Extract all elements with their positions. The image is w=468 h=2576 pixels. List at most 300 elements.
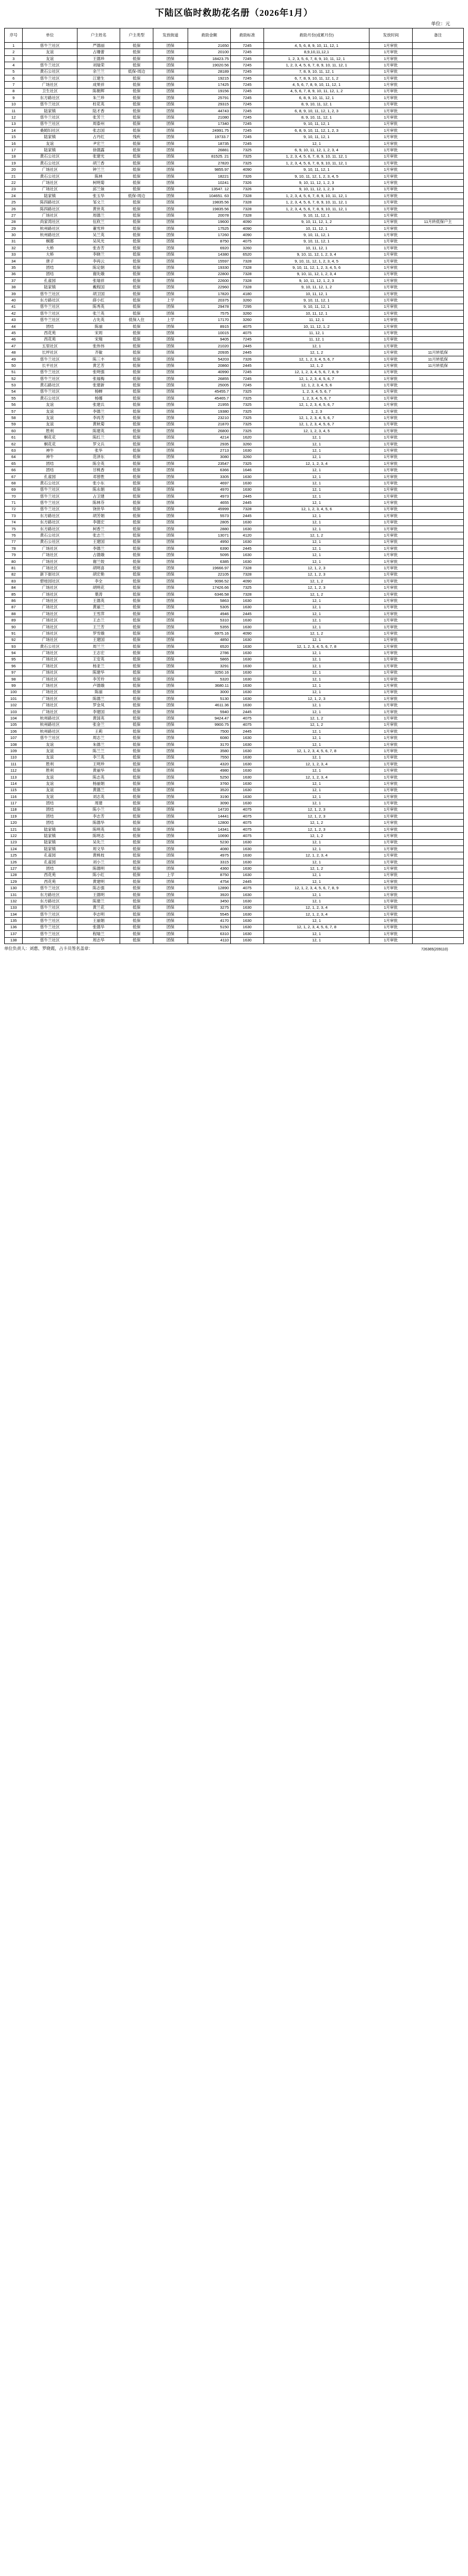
cell-street: 团保 <box>153 192 188 199</box>
cell-street: 团保 <box>153 206 188 212</box>
cell-index: 69 <box>5 487 23 493</box>
table-row <box>5 708 464 715</box>
cell-household-type: 低保 <box>120 565 153 571</box>
cell-pay-method: 1月审批 <box>369 88 412 94</box>
cell-pay-method: 1月审批 <box>369 167 412 173</box>
table-row <box>5 271 464 277</box>
cell-pay-method: 1月审批 <box>369 741 412 747</box>
cell-street: 团保 <box>153 891 188 898</box>
cell-index: 14 <box>5 128 23 134</box>
cell-pay-method: 1月审批 <box>369 911 412 917</box>
cell-index: 7 <box>5 82 23 88</box>
cell-remark <box>412 88 463 94</box>
cell-name: 李再芳 <box>77 415 120 421</box>
cell-name: 李德兰 <box>77 546 120 552</box>
cell-name: 陈三丰 <box>77 356 120 362</box>
cell-index: 97 <box>5 669 23 676</box>
cell-standard: 1630 <box>231 754 264 761</box>
cell-street: 团保 <box>153 147 188 153</box>
cell-index: 98 <box>5 676 23 682</box>
cell-name: 宋周 <box>77 330 120 336</box>
cell-household-type: 低保 <box>120 251 153 258</box>
col-remark: 备注 <box>412 28 463 43</box>
cell-unit: 黄石公社区 <box>23 160 77 167</box>
cell-standard: 7325 <box>231 402 264 408</box>
cell-index: 67 <box>5 473 23 480</box>
cell-name: 胡芳娟 <box>77 513 120 519</box>
cell-pay-method: 1月审批 <box>369 487 412 493</box>
table-row <box>5 160 464 167</box>
cell-household-type: 低保 <box>120 696 153 702</box>
cell-remark: 11月转低保 <box>412 363 463 369</box>
cell-unit: 黄石路社区 <box>23 382 77 388</box>
cell-amount: 5150 <box>188 924 230 930</box>
cell-remark <box>412 454 463 460</box>
cell-pay-method: 1月审批 <box>369 62 412 69</box>
cell-remark <box>412 669 463 676</box>
cell-amount: 15597 <box>188 258 230 264</box>
table-row <box>5 180 464 186</box>
cell-household-type: 低保 <box>120 787 153 793</box>
cell-unit: 杭州路社区 <box>23 232 77 238</box>
cell-pay-method: 1月审批 <box>369 781 412 787</box>
cell-standard: 1630 <box>231 552 264 558</box>
cell-remark <box>412 212 463 219</box>
cell-name: 胡明喜 <box>77 565 120 571</box>
cell-index: 116 <box>5 793 23 800</box>
cell-index: 118 <box>5 806 23 813</box>
cell-unit: 陆家镇 <box>23 839 77 845</box>
cell-pay-method: 1月审批 <box>369 271 412 277</box>
cell-index: 36 <box>5 271 23 277</box>
cell-street: 团保 <box>153 767 188 774</box>
cell-remark <box>412 147 463 153</box>
cell-unit: 黄石公社区 <box>23 539 77 545</box>
cell-remark <box>412 885 463 891</box>
cell-unit: 杭州路社区 <box>23 722 77 728</box>
cell-unit: 陈四路社区 <box>23 206 77 212</box>
cell-months: 12, 1, 2 <box>264 722 369 728</box>
cell-street: 团保 <box>153 846 188 852</box>
cell-name: 杨娜 <box>77 395 120 402</box>
cell-street: 团保 <box>153 82 188 88</box>
cell-remark <box>412 513 463 519</box>
table-row <box>5 297 464 304</box>
cell-months: 8,9,10,11,12,1 <box>264 49 369 55</box>
cell-household-type: 低保 <box>120 55 153 62</box>
cell-street: 团保 <box>153 421 188 427</box>
table-row <box>5 813 464 820</box>
table-row <box>5 728 464 735</box>
cell-index: 16 <box>5 140 23 147</box>
cell-pay-method: 1月审批 <box>369 160 412 167</box>
cell-standard: 2445 <box>231 513 264 519</box>
cell-amount: 22105 <box>188 571 230 578</box>
cell-remark <box>412 108 463 114</box>
cell-unit: 团结 <box>23 265 77 271</box>
cell-amount: 21955 <box>188 402 230 408</box>
cell-unit: 团结 <box>23 866 77 872</box>
cell-standard: 6520 <box>231 251 264 258</box>
cell-standard: 7245 <box>231 43 264 49</box>
cell-unit: 孔雀园 <box>23 852 77 859</box>
cell-amount: 25791 <box>188 95 230 101</box>
cell-unit: 广场社区 <box>23 604 77 610</box>
cell-name: 占先英 <box>77 317 120 323</box>
cell-amount: 7550 <box>188 754 230 761</box>
cell-amount: 3305 <box>188 473 230 480</box>
cell-index: 19 <box>5 160 23 167</box>
cell-household-type: 低保 <box>120 826 153 832</box>
cell-amount: 26800 <box>188 428 230 434</box>
cell-months: 12, 1, 2, 3, 4, 5, 6 <box>264 382 369 388</box>
cell-street: 团保 <box>153 578 188 585</box>
cell-name: 张明强 <box>77 369 120 375</box>
cell-months: 12, 1, 2, 3, 4, 5, 6 <box>264 506 369 512</box>
cell-name: 李芳玲 <box>77 676 120 682</box>
cell-unit: 桐都 <box>23 238 77 245</box>
cell-unit: 友谊 <box>23 140 77 147</box>
cell-amount: 5940 <box>188 708 230 715</box>
cell-unit: 神牛 <box>23 448 77 454</box>
cell-index: 30 <box>5 232 23 238</box>
cell-standard: 1630 <box>231 924 264 930</box>
cell-household-type: 低保 <box>120 95 153 101</box>
cell-street: 团保 <box>153 140 188 147</box>
cell-remark <box>412 879 463 885</box>
cell-pay-method: 1月审批 <box>369 441 412 447</box>
cell-name: 张福梅 <box>77 375 120 382</box>
cell-amount: 5130 <box>188 696 230 702</box>
cell-street: 团保 <box>153 186 188 192</box>
table-row <box>5 598 464 604</box>
cell-amount: 17820 <box>188 290 230 297</box>
cell-unit: 团结 <box>23 467 77 473</box>
cell-name: 黄艺芳 <box>77 363 120 369</box>
cell-street: 团保 <box>153 388 188 395</box>
table-row <box>5 317 464 323</box>
cell-months: 12, 1, 2 <box>264 363 369 369</box>
cell-unit: 友谊 <box>23 748 77 754</box>
cell-standard: 7328 <box>231 271 264 277</box>
cell-pay-method: 1月审批 <box>369 192 412 199</box>
cell-amount: 13071 <box>188 532 230 539</box>
cell-months: 12, 1 <box>264 526 369 532</box>
cell-pay-method: 1月审批 <box>369 722 412 728</box>
cell-unit: 广场社区 <box>23 617 77 624</box>
cell-index: 5 <box>5 69 23 75</box>
cell-index: 75 <box>5 526 23 532</box>
table-row <box>5 722 464 728</box>
cell-household-type: 低保 <box>120 506 153 512</box>
cell-months: 12, 1 <box>264 552 369 558</box>
table-row <box>5 369 464 375</box>
cell-index: 50 <box>5 363 23 369</box>
table-row <box>5 75 464 81</box>
table-row <box>5 879 464 885</box>
table-row <box>5 748 464 754</box>
cell-months: 12, 1, 2, 3, 4, 5, 6, 7, 8, 9 <box>264 885 369 891</box>
cell-pay-method: 1月审批 <box>369 402 412 408</box>
cell-unit: 慈牛兰社区 <box>23 885 77 891</box>
cell-pay-method: 1月审批 <box>369 69 412 75</box>
cell-name: 刘小兰 <box>77 859 120 865</box>
cell-remark <box>412 134 463 140</box>
cell-pay-method: 1月审批 <box>369 565 412 571</box>
cell-remark <box>412 448 463 454</box>
cell-street: 团保 <box>153 546 188 552</box>
col-amount: 救助金额 <box>188 28 230 43</box>
cell-pay-method: 1月审批 <box>369 363 412 369</box>
cell-amount: 3580 <box>188 748 230 754</box>
cell-name: 黄丽兰 <box>77 604 120 610</box>
cell-street: 团保 <box>153 852 188 859</box>
cell-standard: 7245 <box>231 128 264 134</box>
cell-household-type: 低保 <box>120 278 153 284</box>
cell-amount: 23547 <box>188 461 230 467</box>
cell-street: 团保 <box>153 937 188 944</box>
cell-months: 12, 1, 2, 3, 4, 5, 6, 7, 8 <box>264 748 369 754</box>
table-row <box>5 741 464 747</box>
cell-name: 胡兰香 <box>77 160 120 167</box>
cell-index: 87 <box>5 604 23 610</box>
col-months: 救助月份(或累月份) <box>264 28 369 43</box>
cell-unit: 慈牛兰社区 <box>23 924 77 930</box>
cell-pay-method: 1月审批 <box>369 650 412 656</box>
cell-months: 1, 2, 3, 4, 5, 6, 7 <box>264 395 369 402</box>
cell-remark <box>412 343 463 349</box>
cell-remark <box>412 918 463 924</box>
cell-index: 1 <box>5 43 23 49</box>
cell-standard: 7326 <box>231 356 264 362</box>
cell-index: 86 <box>5 598 23 604</box>
cell-amount: 19330 <box>188 265 230 271</box>
cell-months: 12, 1 <box>264 140 369 147</box>
cell-household-type: 残疾 <box>120 134 153 140</box>
cell-standard: 3260 <box>231 245 264 251</box>
cell-unit: 东方路社区 <box>23 95 77 101</box>
cell-months: 12, 1, 2, 3, 4, 5, 6, 7 <box>264 356 369 362</box>
cell-pay-method: 1月审批 <box>369 500 412 506</box>
cell-amount: 17260 <box>188 232 230 238</box>
cell-amount: 8915 <box>188 323 230 329</box>
cell-household-type: 低保 <box>120 879 153 885</box>
cell-household-type: 低保 <box>120 578 153 585</box>
cell-standard: 1630 <box>231 473 264 480</box>
cell-pay-method: 1月审批 <box>369 108 412 114</box>
cell-unit: 友谊 <box>23 754 77 761</box>
cell-index: 76 <box>5 532 23 539</box>
cell-pay-method: 1月审批 <box>369 284 412 290</box>
cell-remark <box>412 571 463 578</box>
cell-pay-method: 1月审批 <box>369 395 412 402</box>
cell-pay-method: 1月审批 <box>369 898 412 905</box>
cell-remark <box>412 310 463 317</box>
cell-amount: 5305 <box>188 604 230 610</box>
cell-standard: 7245 <box>231 375 264 382</box>
cell-amount: 21080 <box>188 114 230 121</box>
cell-name: 王德明 <box>77 891 120 898</box>
cell-index: 52 <box>5 375 23 382</box>
cell-amount: 3080 <box>188 454 230 460</box>
cell-household-type: 低保 <box>120 415 153 421</box>
cell-index: 92 <box>5 637 23 643</box>
cell-pay-method: 1月审批 <box>369 715 412 722</box>
cell-name: 刘志英 <box>77 793 120 800</box>
cell-unit: 黄石公社区 <box>23 643 77 649</box>
cell-name: 邹文兰 <box>77 199 120 206</box>
cell-index: 126 <box>5 859 23 865</box>
cell-index: 6 <box>5 75 23 81</box>
cell-index: 17 <box>5 147 23 153</box>
cell-remark <box>412 251 463 258</box>
cell-remark <box>412 526 463 532</box>
cell-remark <box>412 617 463 624</box>
table-row <box>5 108 464 114</box>
cell-street: 团保 <box>153 866 188 872</box>
cell-street: 团保 <box>153 43 188 49</box>
col-unit: 单位 <box>23 28 77 43</box>
cell-months: 12, 1, 2, 3, 4 <box>264 905 369 911</box>
cell-index: 23 <box>5 186 23 192</box>
table-row <box>5 578 464 585</box>
cell-amount: 6920 <box>188 245 230 251</box>
table-row <box>5 134 464 140</box>
cell-remark <box>412 317 463 323</box>
cell-name: 王德英 <box>77 598 120 604</box>
cell-remark <box>412 578 463 585</box>
cell-name: 王建国 <box>77 637 120 643</box>
cell-remark <box>412 539 463 545</box>
cell-remark <box>412 245 463 251</box>
cell-months: 12, 1 <box>264 434 369 441</box>
cell-pay-method: 1月审批 <box>369 820 412 826</box>
cell-unit: 慈牛兰社区 <box>23 75 77 81</box>
cell-remark <box>412 62 463 69</box>
cell-index: 12 <box>5 114 23 121</box>
cell-index: 28 <box>5 219 23 225</box>
cell-street: 团保 <box>153 75 188 81</box>
cell-street: 团保 <box>153 467 188 473</box>
cell-name: 张金兰 <box>77 722 120 728</box>
cell-standard: 7245 <box>231 62 264 69</box>
cell-amount: 5865 <box>188 656 230 663</box>
cell-name: 罗金凤 <box>77 702 120 708</box>
cell-index: 129 <box>5 879 23 885</box>
cell-standard: 1630 <box>231 859 264 865</box>
cell-index: 112 <box>5 767 23 774</box>
cell-index: 27 <box>5 212 23 219</box>
cell-unit: 胜利 <box>23 761 77 767</box>
table-row <box>5 519 464 526</box>
cell-remark <box>412 121 463 127</box>
cell-household-type: 低保-周边 <box>120 69 153 75</box>
cell-remark <box>412 931 463 937</box>
cell-months: 12, 1 <box>264 539 369 545</box>
cell-months: 12, 1, 2, 3, 4, 5, 6, 7 <box>264 421 369 427</box>
cell-months: 11, 12, 1 <box>264 336 369 343</box>
cell-household-type: 低保 <box>120 238 153 245</box>
cell-street: 团保 <box>153 251 188 258</box>
cell-household-type: 低保 <box>120 708 153 715</box>
cell-amount: 24991.75 <box>188 128 230 134</box>
cell-pay-method: 1月审批 <box>369 506 412 512</box>
cell-unit: 广场社区 <box>23 167 77 173</box>
cell-unit: 友谊 <box>23 415 77 421</box>
cell-index: 78 <box>5 546 23 552</box>
cell-standard: 1630 <box>231 898 264 905</box>
cell-amount: 17525 <box>188 225 230 231</box>
cell-name: 李全 <box>77 578 120 585</box>
cell-amount: 5095 <box>188 552 230 558</box>
cell-index: 115 <box>5 787 23 793</box>
cell-index: 117 <box>5 800 23 806</box>
cell-remark <box>412 506 463 512</box>
cell-standard: 1630 <box>231 702 264 708</box>
cell-standard: 1630 <box>231 761 264 767</box>
cell-remark <box>412 905 463 911</box>
cell-unit: 友谊 <box>23 421 77 427</box>
cell-pay-method: 1月审批 <box>369 754 412 761</box>
cell-street: 团保 <box>153 290 188 297</box>
cell-pay-method: 1月审批 <box>369 846 412 852</box>
cell-standard: 4075 <box>231 806 264 813</box>
cell-index: 137 <box>5 931 23 937</box>
table-body <box>5 43 464 944</box>
cell-street: 团保 <box>153 696 188 702</box>
cell-amount: 9900.75 <box>188 722 230 728</box>
cell-unit: 陆家镇 <box>23 108 77 114</box>
cell-remark <box>412 101 463 108</box>
cell-pay-method: 1月审批 <box>369 728 412 735</box>
cell-remark <box>412 852 463 859</box>
cell-pay-method: 1月审批 <box>369 82 412 88</box>
table-row <box>5 69 464 75</box>
cell-street: 团保 <box>153 55 188 62</box>
table-row <box>5 238 464 245</box>
cell-standard: 1620 <box>231 434 264 441</box>
cell-pay-method: 1月审批 <box>369 526 412 532</box>
cell-household-type: 低保 <box>120 473 153 480</box>
cell-household-type: 低保 <box>120 428 153 434</box>
cell-amount: 5863 <box>188 598 230 604</box>
cell-household-type: 低保 <box>120 546 153 552</box>
document-page <box>0 0 468 954</box>
cell-unit: 慈牛兰社区 <box>23 114 77 121</box>
cell-pay-method: 1月审批 <box>369 866 412 872</box>
cell-months: 12, 1, 2, 3 <box>264 696 369 702</box>
table-row <box>5 546 464 552</box>
cell-remark <box>412 467 463 473</box>
cell-unit: 团结 <box>23 800 77 806</box>
cell-remark <box>412 461 463 467</box>
cell-index: 15 <box>5 134 23 140</box>
cell-household-type: 低保 <box>120 206 153 212</box>
cell-remark <box>412 82 463 88</box>
cell-unit: 陆家镇 <box>23 192 77 199</box>
cell-name: 谢兰姣 <box>77 558 120 565</box>
cell-street: 团保 <box>153 931 188 937</box>
table-row <box>5 375 464 382</box>
cell-amount: 4970 <box>188 487 230 493</box>
cell-remark <box>412 487 463 493</box>
cell-street: 团保 <box>153 441 188 447</box>
cell-index: 123 <box>5 839 23 845</box>
cell-household-type: 低保 <box>120 232 153 238</box>
table-row <box>5 140 464 147</box>
cell-amount: 9096.52 <box>188 578 230 585</box>
cell-household-type: 低保 <box>120 532 153 539</box>
